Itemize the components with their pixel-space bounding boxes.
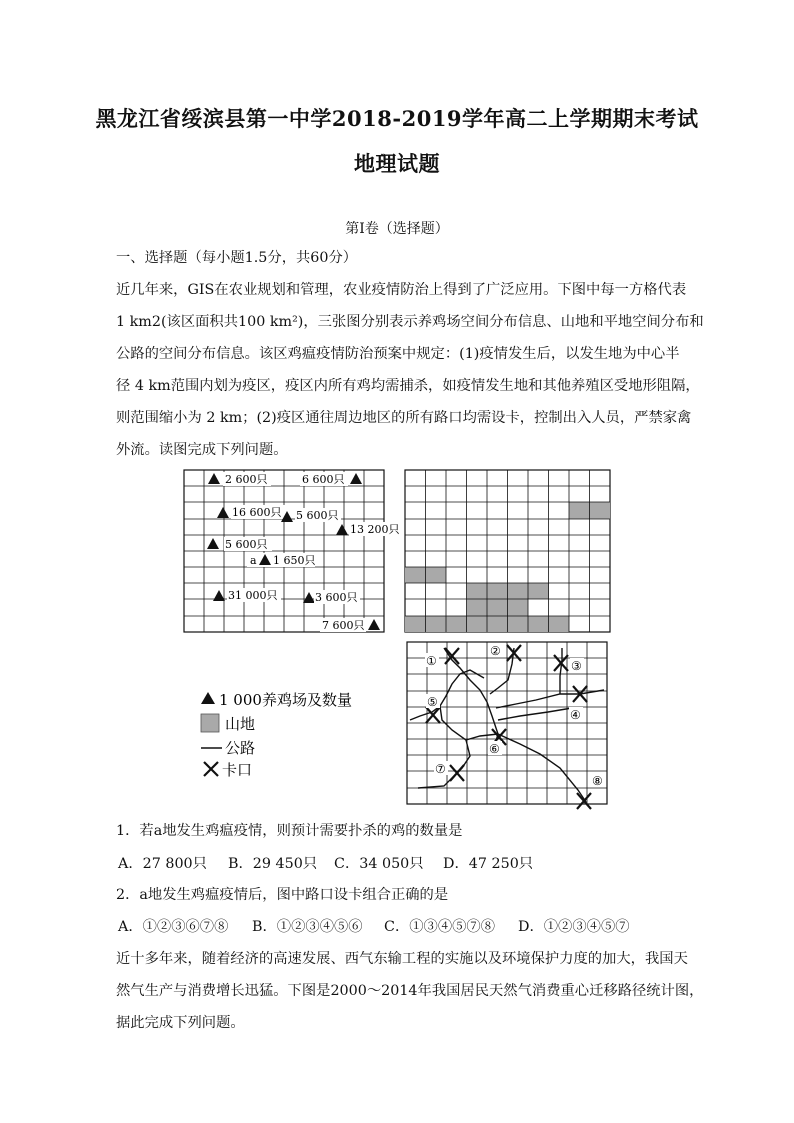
- checkpoint-label-2: ②: [490, 644, 501, 658]
- question-stem: 2．a地发生鸡瘟疫情后，图中路口设卡组合正确的是: [116, 887, 449, 903]
- farm-label-a: a: [250, 554, 257, 567]
- page-title: 黑龙江省绥滨县第一中学2018-2019学年高二上学期期末考试: [95, 106, 699, 131]
- farm-distribution-map: [184, 470, 401, 632]
- question-stem: 1．若a地发生鸡瘟疫情，则预计需要扑杀的鸡的数量是: [116, 823, 463, 839]
- checkpoint-label-4: ④: [570, 708, 581, 722]
- road-map: [407, 642, 607, 809]
- next-intro-line: 然气生产与消费增长迅猛。下图是2000～2014年我国居民天然气消费重心迁移路径统计图，: [116, 983, 704, 999]
- farm-label: 13 200只: [350, 523, 400, 536]
- legend-road: 公路: [225, 739, 256, 757]
- farm-label: 6 600只: [302, 473, 345, 486]
- farm-count-a: 1 650只: [273, 554, 316, 567]
- question-option: B．29 450只: [228, 856, 318, 872]
- intro-line: 径 4 km范围内划为疫区，疫区内所有鸡均需捕杀，如疫情发生地和其他养殖区受地形阻隔，: [116, 378, 700, 394]
- intro-line: 外流。读图完成下列问题。: [116, 442, 288, 458]
- section-title: 第Ⅰ卷（选择题）: [345, 221, 449, 237]
- intro-line: 公路的空间分布信息。该区鸡瘟疫情防治预案中规定：(1)疫情发生后，以发生地为中心半: [116, 346, 680, 362]
- question-option: B．①②③④⑤⑥: [252, 919, 363, 935]
- page-subtitle: 地理试题: [354, 151, 440, 176]
- part-heading: 一、选择题（每小题1.5分，共60分）: [116, 250, 358, 266]
- checkpoint-label-7: ⑦: [435, 762, 446, 776]
- terrain-map: [405, 470, 610, 632]
- checkpoint-label-5: ⑤: [427, 695, 438, 709]
- legend-checkpoint: 卡口: [222, 761, 253, 779]
- question-option: C．34 050只: [334, 856, 424, 872]
- question-option: D．①②③④⑤⑦: [518, 919, 630, 935]
- question-option: A．27 800只: [118, 856, 207, 872]
- intro-line: 1 km2(该区面积共100 km²)，三张图分别表示养鸡场空间分布信息、山地和平地空间分布和: [116, 314, 704, 330]
- next-intro-line: 据此完成下列问题。: [116, 1015, 245, 1031]
- legend-farm: 1 000养鸡场及数量: [219, 691, 352, 709]
- map-legend: [201, 691, 352, 779]
- checkpoint-label-1: ①: [426, 654, 437, 668]
- intro-line: 则范围缩小为 2 km；(2)疫区通往周边地区的所有路口均需设卡，控制出入人员，严禁家禽: [116, 410, 692, 426]
- next-intro-line: 近十多年来，随着经济的高速发展、西气东输工程的实施以及环境保护力度的加大，我国天: [116, 951, 688, 967]
- farm-label: 7 600只: [322, 619, 365, 632]
- farm-label: 16 600只: [232, 506, 282, 519]
- farm-legend-icon: [201, 692, 215, 704]
- checkpoint-label-3: ③: [571, 659, 582, 673]
- farm-label: 2 600只: [225, 473, 268, 486]
- checkpoint-label-8: ⑧: [592, 774, 603, 788]
- farm-label: 3 600只: [315, 591, 358, 604]
- legend-mountain: 山地: [225, 715, 256, 733]
- checkpoint-label-6: ⑥: [489, 742, 500, 756]
- farm-label: 5 600只: [296, 509, 339, 522]
- checkpoint-legend-icon: [204, 762, 218, 776]
- farm-label: 5 600只: [225, 538, 268, 551]
- farm-label: 31 000只: [228, 589, 278, 602]
- question-option: C．①③④⑤⑦⑧: [384, 919, 496, 935]
- question-option: D．47 250只: [443, 856, 534, 872]
- intro-line: 近几年来，GIS在农业规划和管理，农业疫情防治上得到了广泛应用。下图中每一方格代表: [116, 282, 687, 298]
- mountain-legend-icon: [201, 714, 219, 732]
- question-option: A．①②③⑥⑦⑧: [118, 919, 229, 935]
